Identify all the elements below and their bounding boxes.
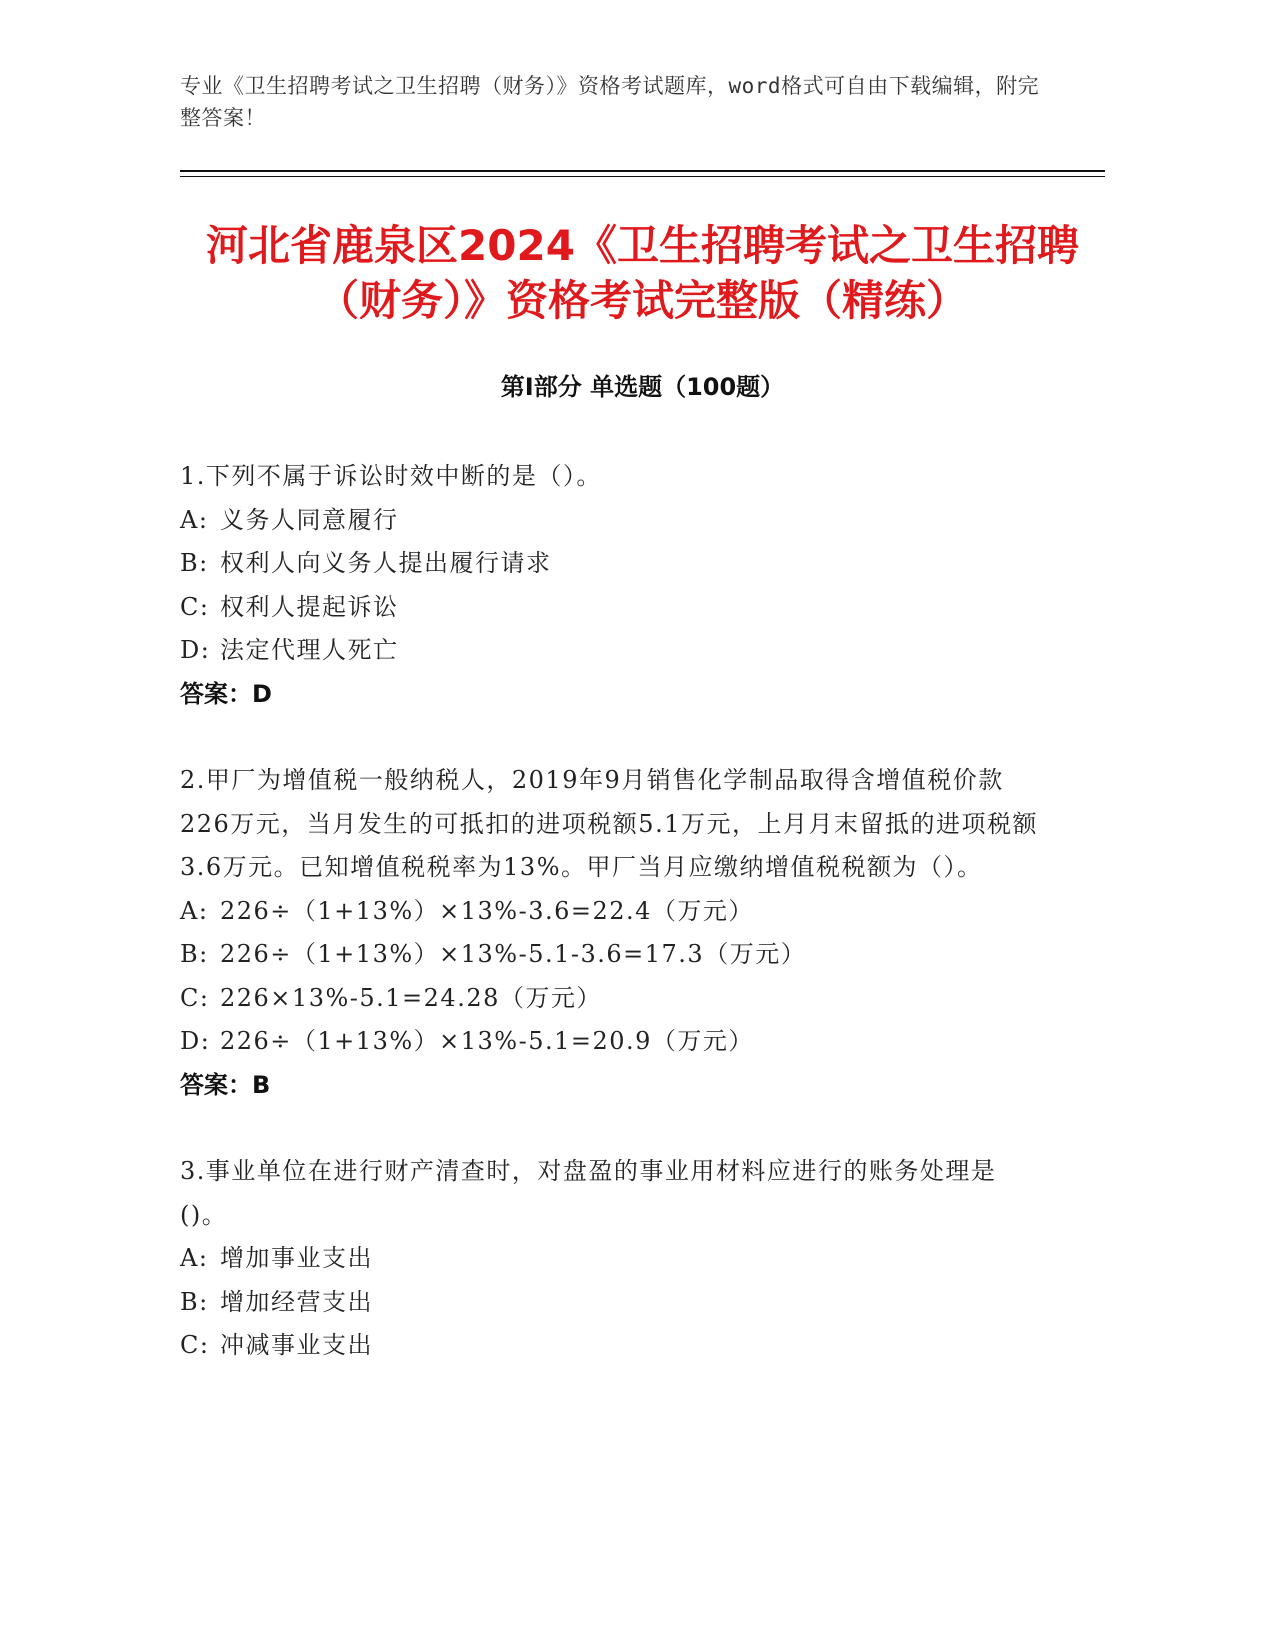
option-text: 义务人同意履行 — [220, 505, 399, 534]
question-stem: 2.甲厂为增值税一般纳税人，2019年9月销售化学制品取得含增值税价款226万元，当月发生的可抵扣的进项税额5.1万元，上月月末留抵的进项税额3.6万元。已知增值税税率为13%。甲厂当月应缴纳增值税税额为（）。 — [180, 766, 1038, 881]
option-text: 权利人提起诉讼 — [220, 592, 399, 621]
answer: 答案：D — [180, 679, 272, 708]
option-label: C: — [180, 983, 210, 1012]
option-b — [180, 542, 1040, 586]
question-stem: 1.下列不属于诉讼时效中断的是（）。 — [180, 462, 602, 490]
option-d — [180, 1020, 1040, 1064]
answer: 答案：B — [180, 1070, 271, 1099]
option-a — [180, 1237, 1040, 1281]
option-text: 法定代理人死亡 — [220, 636, 399, 664]
option-c — [180, 1324, 1040, 1368]
option-text: 226×13%-5.1=24.28（万元） — [220, 983, 602, 1012]
option-label: C: — [180, 592, 210, 621]
option-c — [180, 586, 1040, 630]
option-label: A: — [180, 1244, 209, 1272]
option-text: 增加事业支出 — [220, 1244, 373, 1272]
section-title: 第I部分 单选题（100题） — [500, 373, 785, 401]
option-text: 226÷（1+13%）×13%-5.1=20.9（万元） — [220, 1027, 754, 1055]
question-1 — [180, 455, 1040, 716]
option-b — [180, 933, 1040, 977]
option-text: 226÷（1+13%）×13%-3.6=22.4（万元） — [220, 896, 754, 925]
option-label: B: — [180, 1287, 209, 1316]
option-text: 226÷（1+13%）×13%-5.1-3.6=17.3（万元） — [220, 940, 807, 968]
option-text: 权利人向义务人提出履行请求 — [220, 549, 552, 577]
question-stem: 3.事业单位在进行财产清查时，对盘盈的事业用材料应进行的账务处理是()。 — [180, 1157, 997, 1229]
option-b — [180, 1281, 1040, 1325]
option-label: B: — [180, 940, 209, 968]
option-label: D: — [180, 636, 211, 664]
question-2 — [180, 759, 1040, 1107]
option-d — [180, 629, 1040, 673]
option-label: B: — [180, 549, 209, 577]
question-list — [180, 455, 1040, 1411]
option-text: 冲减事业支出 — [220, 1331, 373, 1359]
option-label: D: — [180, 1027, 211, 1055]
option-label: C: — [180, 1331, 210, 1359]
option-a — [180, 890, 1040, 934]
option-text: 增加经营支出 — [220, 1287, 373, 1316]
header-note: 专业《卫生招聘考试之卫生招聘（财务）》资格考试题库，word格式可自由下载编辑，附完整答案！ — [180, 74, 1040, 130]
option-label: A: — [180, 505, 209, 534]
option-label: A: — [180, 896, 209, 925]
header-divider — [180, 170, 1105, 172]
option-c — [180, 977, 1040, 1021]
question-3 — [180, 1150, 1040, 1368]
document-title: 河北省鹿泉区2024《卫生招聘考试之卫生招聘（财务）》资格考试完整版（精练） — [206, 221, 1079, 325]
option-a — [180, 499, 1040, 543]
header-divider-thin — [180, 176, 1105, 177]
